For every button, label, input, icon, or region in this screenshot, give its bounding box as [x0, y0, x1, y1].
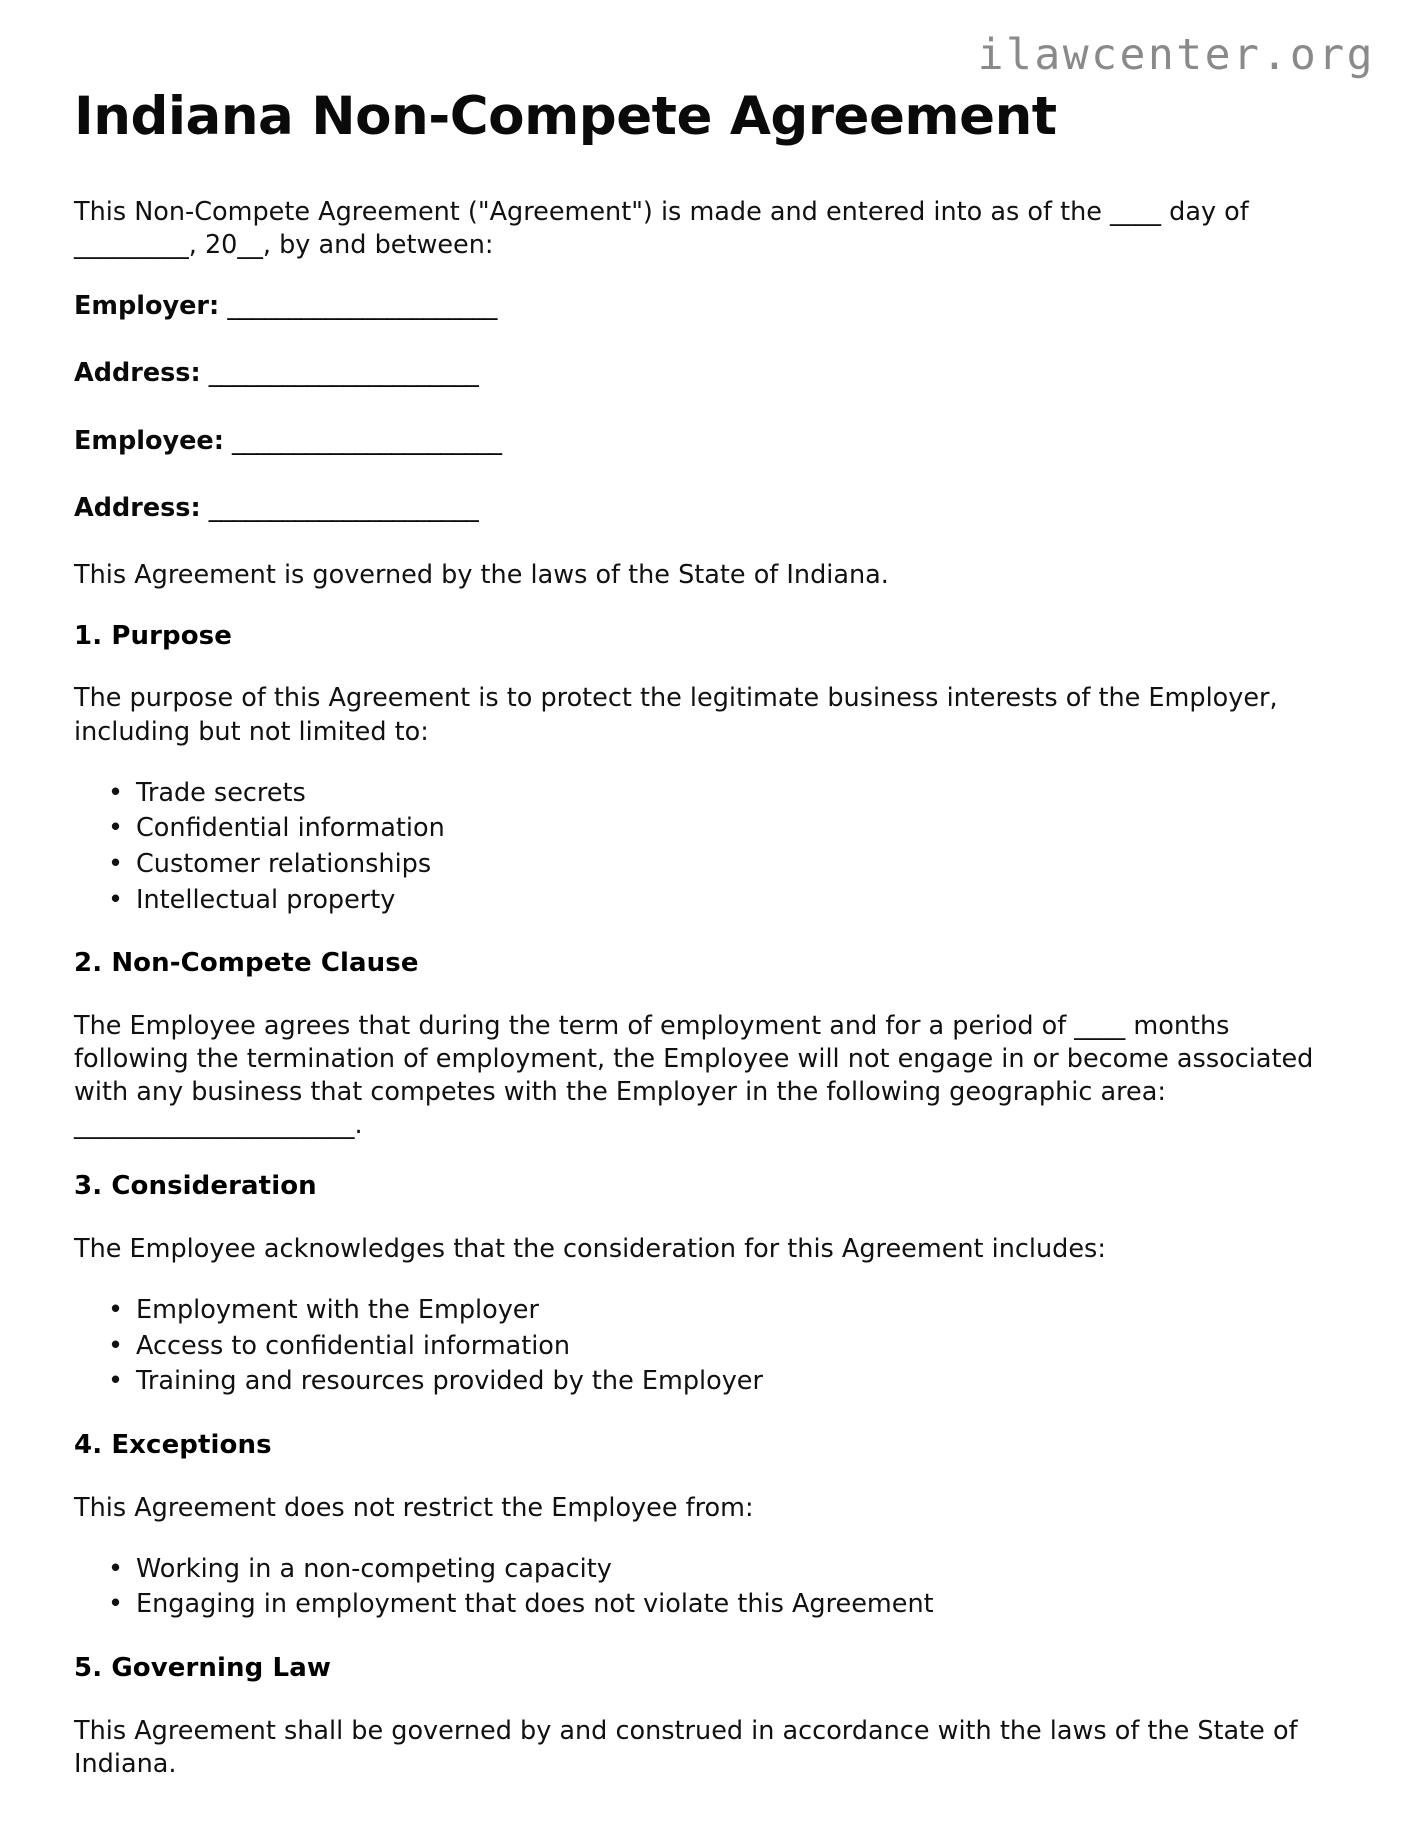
site-watermark: ilawcenter.org — [977, 30, 1375, 80]
section-heading-non-compete-clause: 2. Non-Compete Clause — [74, 948, 419, 979]
section-heading-exceptions: 4. Exceptions — [74, 1430, 272, 1461]
field-blank-employer[interactable]: ______________________ — [227, 291, 497, 322]
list-item — [108, 848, 1332, 882]
field-blank-employee-address[interactable]: ______________________ — [208, 492, 479, 523]
section-heading-governing-law: 5. Governing Law — [74, 1653, 331, 1684]
field-label-employer-address: Address: — [74, 358, 201, 389]
list-item-label: Working in a non-competing capacity — [136, 1553, 612, 1584]
section-body-governing-law: This Agreement shall be governed by and construed in accordance with the laws of the State of Indiana. — [74, 1715, 1298, 1779]
bullet-icon: • — [108, 884, 124, 915]
list-item-label: Confidential information — [136, 813, 445, 844]
list-item — [108, 1294, 1332, 1328]
field-blank-employee[interactable]: ______________________ — [232, 425, 502, 456]
field-row-employee-address — [74, 492, 1332, 525]
list-item — [108, 812, 1332, 846]
bullet-icon: • — [108, 813, 124, 844]
section-bullets-purpose — [74, 777, 1332, 918]
section-body-exceptions: This Agreement does not restrict the Employee from: — [74, 1492, 754, 1523]
list-item-label: Trade secrets — [136, 777, 306, 808]
bullet-icon: • — [108, 1366, 124, 1397]
list-item — [108, 1365, 1332, 1399]
list-item — [108, 1553, 1332, 1587]
field-row-employer — [74, 290, 1332, 323]
section-body-purpose: The purpose of this Agreement is to protect the legitimate business interests of the Employer, including but not limited to: — [74, 683, 1278, 747]
list-item — [108, 1588, 1332, 1622]
bullet-icon: • — [108, 849, 124, 880]
document-body — [74, 196, 1332, 1809]
list-item-label: Engaging in employment that does not violate this Agreement — [136, 1589, 934, 1620]
field-row-employee — [74, 425, 1332, 458]
section-body-consideration: The Employee acknowledges that the consideration for this Agreement includes: — [74, 1233, 1106, 1264]
list-item-label: Customer relationships — [136, 849, 432, 880]
governing-note: This Agreement is governed by the laws of the State of Indiana. — [74, 559, 889, 590]
list-item-label: Intellectual property — [136, 884, 396, 915]
list-item-label: Training and resources provided by the Employer — [136, 1366, 763, 1397]
section-bullets-exceptions — [74, 1553, 1332, 1622]
field-blank-employer-address[interactable]: ______________________ — [208, 358, 479, 389]
list-item — [108, 884, 1332, 918]
section-heading-consideration: 3. Consideration — [74, 1171, 317, 1202]
section-bullets-consideration — [74, 1294, 1332, 1399]
list-item-label: Employment with the Employer — [136, 1295, 539, 1326]
list-item — [108, 777, 1332, 811]
field-label-employee: Employee: — [74, 425, 224, 456]
bullet-icon: • — [108, 1295, 124, 1326]
page-title: Indiana Non-Compete Agreement — [74, 86, 1057, 147]
field-row-employer-address — [74, 357, 1332, 390]
section-body-non-compete-clause: The Employee agrees that during the term of employment and for a period of ____ months following the termination of employment, the Employee will not engage in or become associated with any business that competes with the Employer in the following geographic area: ______________________. — [74, 1010, 1314, 1141]
bullet-icon: • — [108, 1330, 124, 1361]
intro-paragraph: This Non-Compete Agreement ("Agreement") is made and entered into as of the ____ day of _________, 20__, by and between: — [74, 197, 1249, 261]
bullet-icon: • — [108, 777, 124, 808]
list-item-label: Access to confidential information — [136, 1330, 571, 1361]
field-label-employee-address: Address: — [74, 492, 201, 523]
list-item — [108, 1330, 1332, 1364]
field-label-employer: Employer: — [74, 291, 220, 322]
bullet-icon: • — [108, 1589, 124, 1620]
section-heading-purpose: 1. Purpose — [74, 620, 232, 651]
bullet-icon: • — [108, 1553, 124, 1584]
